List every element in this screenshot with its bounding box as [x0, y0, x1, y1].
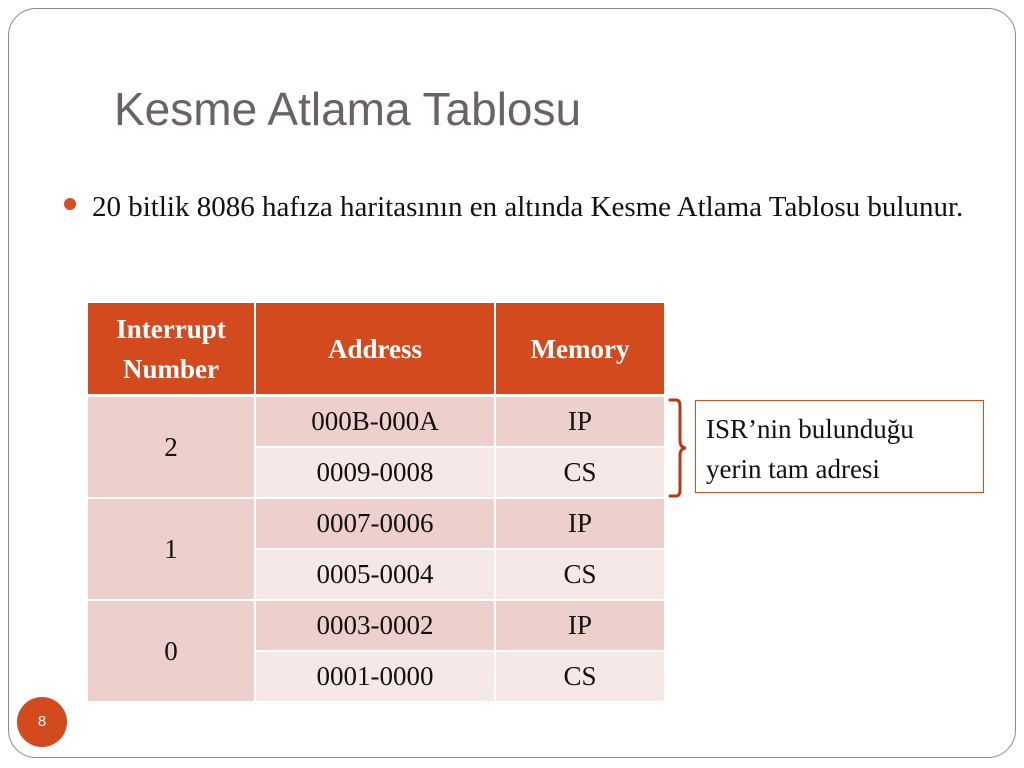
bullet-icon: [64, 198, 76, 210]
right-brace-icon: [668, 398, 696, 498]
address-cell: 000B-000A: [255, 396, 495, 448]
address-cell: 0007-0006: [255, 498, 495, 549]
page-number-badge: 8: [17, 697, 67, 747]
slide-title: Kesme Atlama Tablosu: [114, 83, 582, 135]
table-row: [88, 498, 664, 549]
interrupt-vector-table: [88, 303, 664, 703]
memory-cell: CS: [495, 549, 664, 600]
interrupt-number-cell: 0: [88, 600, 255, 702]
address-cell: 0009-0008: [255, 447, 495, 498]
table-row: [88, 396, 664, 448]
address-cell: 0003-0002: [255, 600, 495, 651]
header-memory: Memory: [495, 303, 664, 396]
interrupt-number-cell: 2: [88, 396, 255, 499]
bullet-text: 20 bitlik 8086 hafıza haritasının en altında Kesme Atlama Tablosu bulunur.: [92, 191, 964, 223]
address-cell: 0001-0000: [255, 651, 495, 702]
table-header-row: [88, 303, 664, 396]
header-interrupt-number: Interrupt Number: [88, 303, 255, 396]
interrupt-number-cell: 1: [88, 498, 255, 600]
isr-address-callout: ISR’nin bulunduğu yerin tam adresi: [695, 400, 984, 493]
address-cell: 0005-0004: [255, 549, 495, 600]
memory-cell: IP: [495, 600, 664, 651]
header-address: Address: [255, 303, 495, 396]
memory-cell: IP: [495, 396, 664, 448]
table-row: [88, 600, 664, 651]
memory-cell: CS: [495, 447, 664, 498]
memory-cell: CS: [495, 651, 664, 702]
memory-cell: IP: [495, 498, 664, 549]
